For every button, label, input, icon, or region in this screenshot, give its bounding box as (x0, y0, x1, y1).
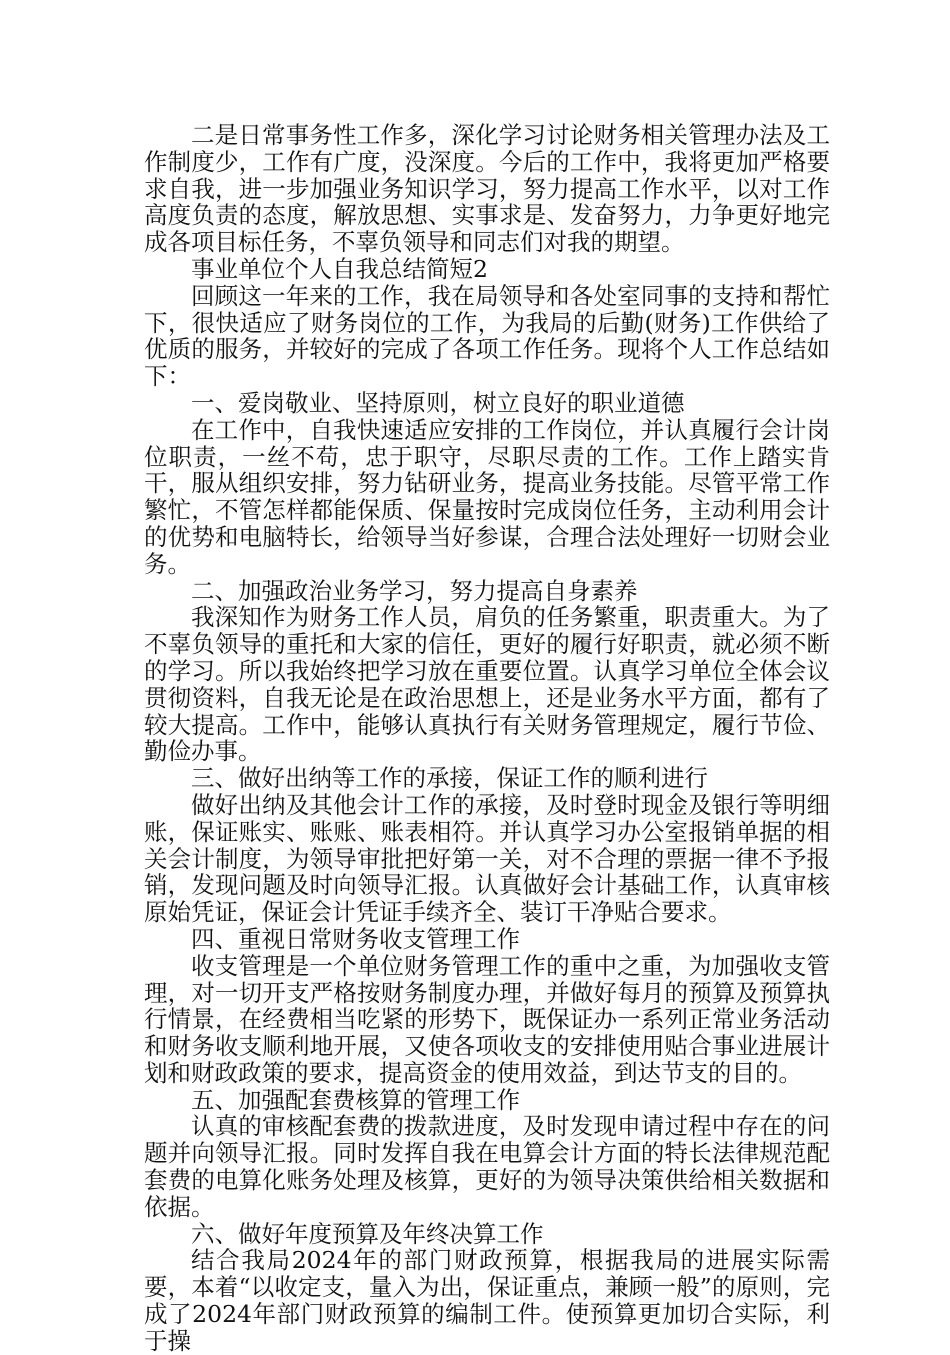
paragraph-section-4: 收支管理是一个单位财务管理工作的重中之重，为加强收支管理，对一切开支严格按财务制度办理，并做好每月的预算及预算执行情景，在经费相当吃紧的形势下，既保证办一系列正常业务活动和财务收支顺利地开展，又使各项收支的安排使用贴合事业进展计划和财政政策的要求，提高资金的使用效益，到达节支的目的。 (144, 951, 830, 1087)
paragraph-summary-shortcomings: 二是日常事务性工作多，深化学习讨论财务相关管理办法及工作制度少，工作有广度，没深度。今后的工作中，我将更加严格要求自我，进一步加强业务知识学习，努力提高工作水平，以对工作高度负责的态度，解放思想、实事求是、发奋努力，力争更好地完成各项目标任务，不辜负领导和同志们对我的期望。 (144, 121, 830, 257)
document-body (144, 122, 830, 1355)
section-heading-1: 一、爱岗敬业、坚持原则，树立良好的职业道德 (191, 388, 685, 417)
section-heading-3: 三、做好出纳等工作的承接，保证工作的顺利进行 (191, 764, 708, 793)
article-title: 事业单位个人自我总结简短2 (191, 254, 488, 283)
section-heading-2: 二、加强政治业务学习，努力提高自身素养 (191, 576, 638, 605)
paragraph-intro: 回顾这一年来的工作，我在局领导和各处室同事的支持和帮忙下，很快适应了财务岗位的工作，为我局的后勤(财务)工作供给了优质的服务，并较好的完成了各项工作任务。现将个人工作总结如下： (144, 281, 830, 391)
section-heading-4: 四、重视日常财务收支管理工作 (191, 924, 520, 953)
section-heading-6: 六、做好年度预算及年终决算工作 (191, 1219, 544, 1248)
paragraph-section-3: 做好出纳及其他会计工作的承接，及时登时现金及银行等明细账，保证账实、账账、账表相符。并认真学习办公室报销单据的相关会计制度，为领导审批把好第一关，对不合理的票据一律不予报销，发现问题及时向领导汇报。认真做好会计基础工作，认真审核原始凭证，保证会计凭证手续齐全、装订干净贴合要求。 (144, 790, 830, 927)
paragraph-section-2: 我深知作为财务工作人员，肩负的任务繁重，职责重大。为了不辜负领导的重托和大家的信任，更好的履行好职责，就必须不断的学习。所以我始终把学习放在重要位置。认真学习单位全体会议贯彻资料，自我无论是在政治思想上，还是业务水平方面，都有了较大提高。工作中，能够认真执行有关财务管理规定，履行节俭、勤俭办事。 (144, 603, 830, 766)
paragraph-section-5: 认真的审核配套费的拨款进度，及时发现申请过程中存在的问题并向领导汇报。同时发挥自我在电算会计方面的特长法律规范配套费的电算化账务处理及核算，更好的为领导决策供给相关数据和依据。 (144, 1112, 830, 1221)
paragraph-section-6: 结合我局2024年的部门财政预算，根据我局的进展实际需要，本着“以收定支，量入为出，保证重点，兼顾一般”的原则，完成了2024年部门财政预算的编制工件。使预算更加切合实际，利于操 (144, 1246, 830, 1355)
section-heading-5: 五、加强配套费核算的管理工作 (191, 1085, 520, 1114)
paragraph-section-1: 在工作中，自我快速适应安排的工作岗位，并认真履行会计岗位职责，一丝不苟，忠于职守，尽职尽责的工作。工作上踏实肯干，服从组织安排，努力钻研业务，提高业务技能。尽管平常工作繁忙，不管怎样都能保质、保量按时完成岗位任务，主动利用会计的优势和电脑特长，给领导当好参谋，合理合法处理好一切财会业务。 (144, 415, 830, 578)
